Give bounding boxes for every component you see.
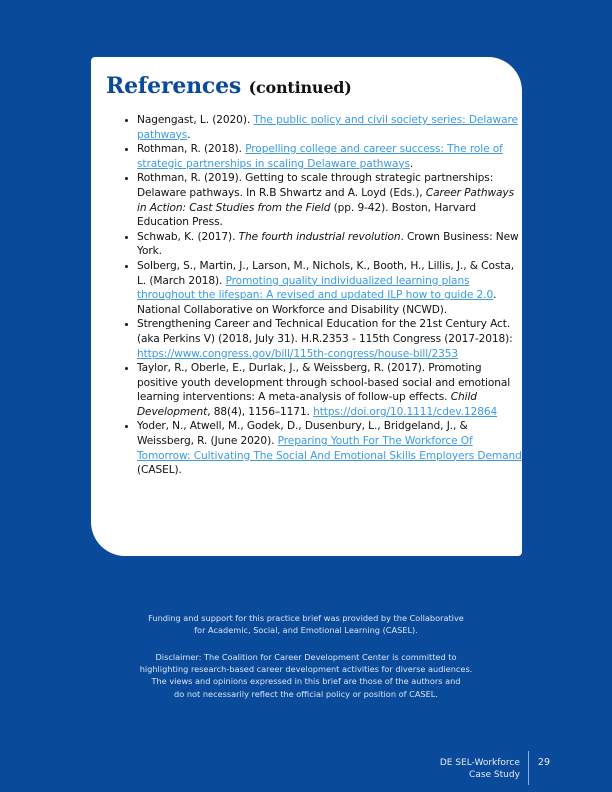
reference-item bbox=[137, 171, 522, 229]
reference-text: . bbox=[409, 157, 414, 170]
disclaimer-line: Disclaimer: The Coalition for Career Development Center is committed to bbox=[155, 652, 457, 662]
reference-item bbox=[137, 230, 522, 259]
funding-note bbox=[80, 612, 532, 636]
reference-text: Schwab, K. (2017). bbox=[137, 230, 239, 243]
disclaimer-line: highlighting research-based career development activities for diverse audiences. bbox=[139, 664, 473, 675]
document-label bbox=[440, 757, 528, 781]
reference-text: . Crown Business: New York. bbox=[137, 230, 519, 258]
reference-link[interactable]: Promoting quality individualized learning plans throughout the lifespan: A revised and updated ILP how to guide 2.0 bbox=[137, 274, 494, 302]
reference-text: Nagengast, L. (2020). bbox=[137, 114, 254, 126]
reference-link[interactable]: The public policy and civil society series: Delaware pathways bbox=[137, 114, 518, 141]
reference-text: Taylor, R., Oberle, E., Durlak, J., & Weissberg, R. (2017). Promoting positive youth development through school-based social and emotional learning interventions: A meta-analysis of follow-up effects. bbox=[137, 362, 511, 404]
reference-italic-text: The fourth industrial revolution bbox=[238, 230, 401, 243]
reference-item bbox=[137, 259, 522, 317]
reference-text: Strengthening Career and Technical Education for the 21st Century Act. (aka Perkins V) (2018, July 31). H.R.2353 - 115th Congress (2017-2018): bbox=[137, 318, 513, 345]
funding-line: Funding and support for this practice brief was provided by the Collaborative bbox=[148, 613, 464, 623]
reference-item bbox=[137, 317, 522, 361]
reference-item bbox=[137, 142, 522, 171]
reference-text: , 88(4), 1156–1171. bbox=[207, 405, 314, 418]
title-sub: (continued) bbox=[248, 78, 352, 97]
document-label-line: Case Study bbox=[469, 770, 520, 780]
page-footer bbox=[440, 757, 550, 785]
reference-link[interactable]: https://www.congress.gov/bill/115th-congress/house-bill/2353 bbox=[137, 347, 459, 360]
reference-item bbox=[137, 419, 522, 477]
reference-list bbox=[119, 113, 522, 478]
reference-text: Rothman, R. (2018). bbox=[137, 143, 246, 156]
references-card bbox=[91, 57, 522, 556]
reference-text: Rothman, R. (2019). Getting to scale through strategic partnerships: Delaware pathways. In R.B Shwartz and A. Loyd (Eds.), bbox=[137, 172, 494, 199]
reference-link[interactable]: Preparing Youth For The Workforce Of Tomorrow: Cultivating The Social And Emotional Skills Employers Demand bbox=[137, 435, 522, 462]
reference-item bbox=[137, 113, 522, 142]
document-label-line: DE SEL-Workforce bbox=[439, 758, 520, 768]
reference-item bbox=[137, 361, 522, 419]
reference-link[interactable]: Propelling college and career success: The role of strategic partnerships in scaling Delaware pathways bbox=[137, 143, 503, 170]
disclaimer-line: The views and opinions expressed in this brief are those of the authors and bbox=[151, 676, 461, 687]
reference-italic-text: Career Pathways in Action: Cast Studies from the Field bbox=[137, 186, 515, 214]
reference-text: (CASEL). bbox=[137, 464, 182, 477]
disclaimer bbox=[80, 651, 532, 700]
reference-text: (pp. 9-42). Boston, Harvard Education Press. bbox=[137, 201, 476, 229]
reference-text: Solberg, S., Martin, J., Larson, M., Nichols, K., Booth, H., Lillis, J., & Costa, L. (March 2018). bbox=[137, 259, 514, 287]
reference-link[interactable]: https://doi.org/10.1111/cdev.12864 bbox=[313, 405, 498, 418]
page-title bbox=[106, 73, 352, 101]
page-number: 29 bbox=[537, 757, 550, 768]
title-main: References bbox=[106, 73, 242, 99]
reference-italic-text: Child Development bbox=[137, 391, 477, 418]
disclaimer-line: do not necessarily reflect the official policy or position of CASEL. bbox=[174, 688, 438, 699]
reference-text: . bbox=[187, 128, 191, 141]
reference-text: . National Collaborative on Workforce and Disability (NCWD). bbox=[137, 289, 497, 316]
funding-line: for Academic, Social, and Emotional Learning (CASEL). bbox=[194, 625, 418, 636]
reference-text: Yoder, N., Atwell, M., Godek, D., Dusenbury, L., Bridgeland, J., & Weissberg, R. (June 2020). bbox=[137, 420, 468, 448]
